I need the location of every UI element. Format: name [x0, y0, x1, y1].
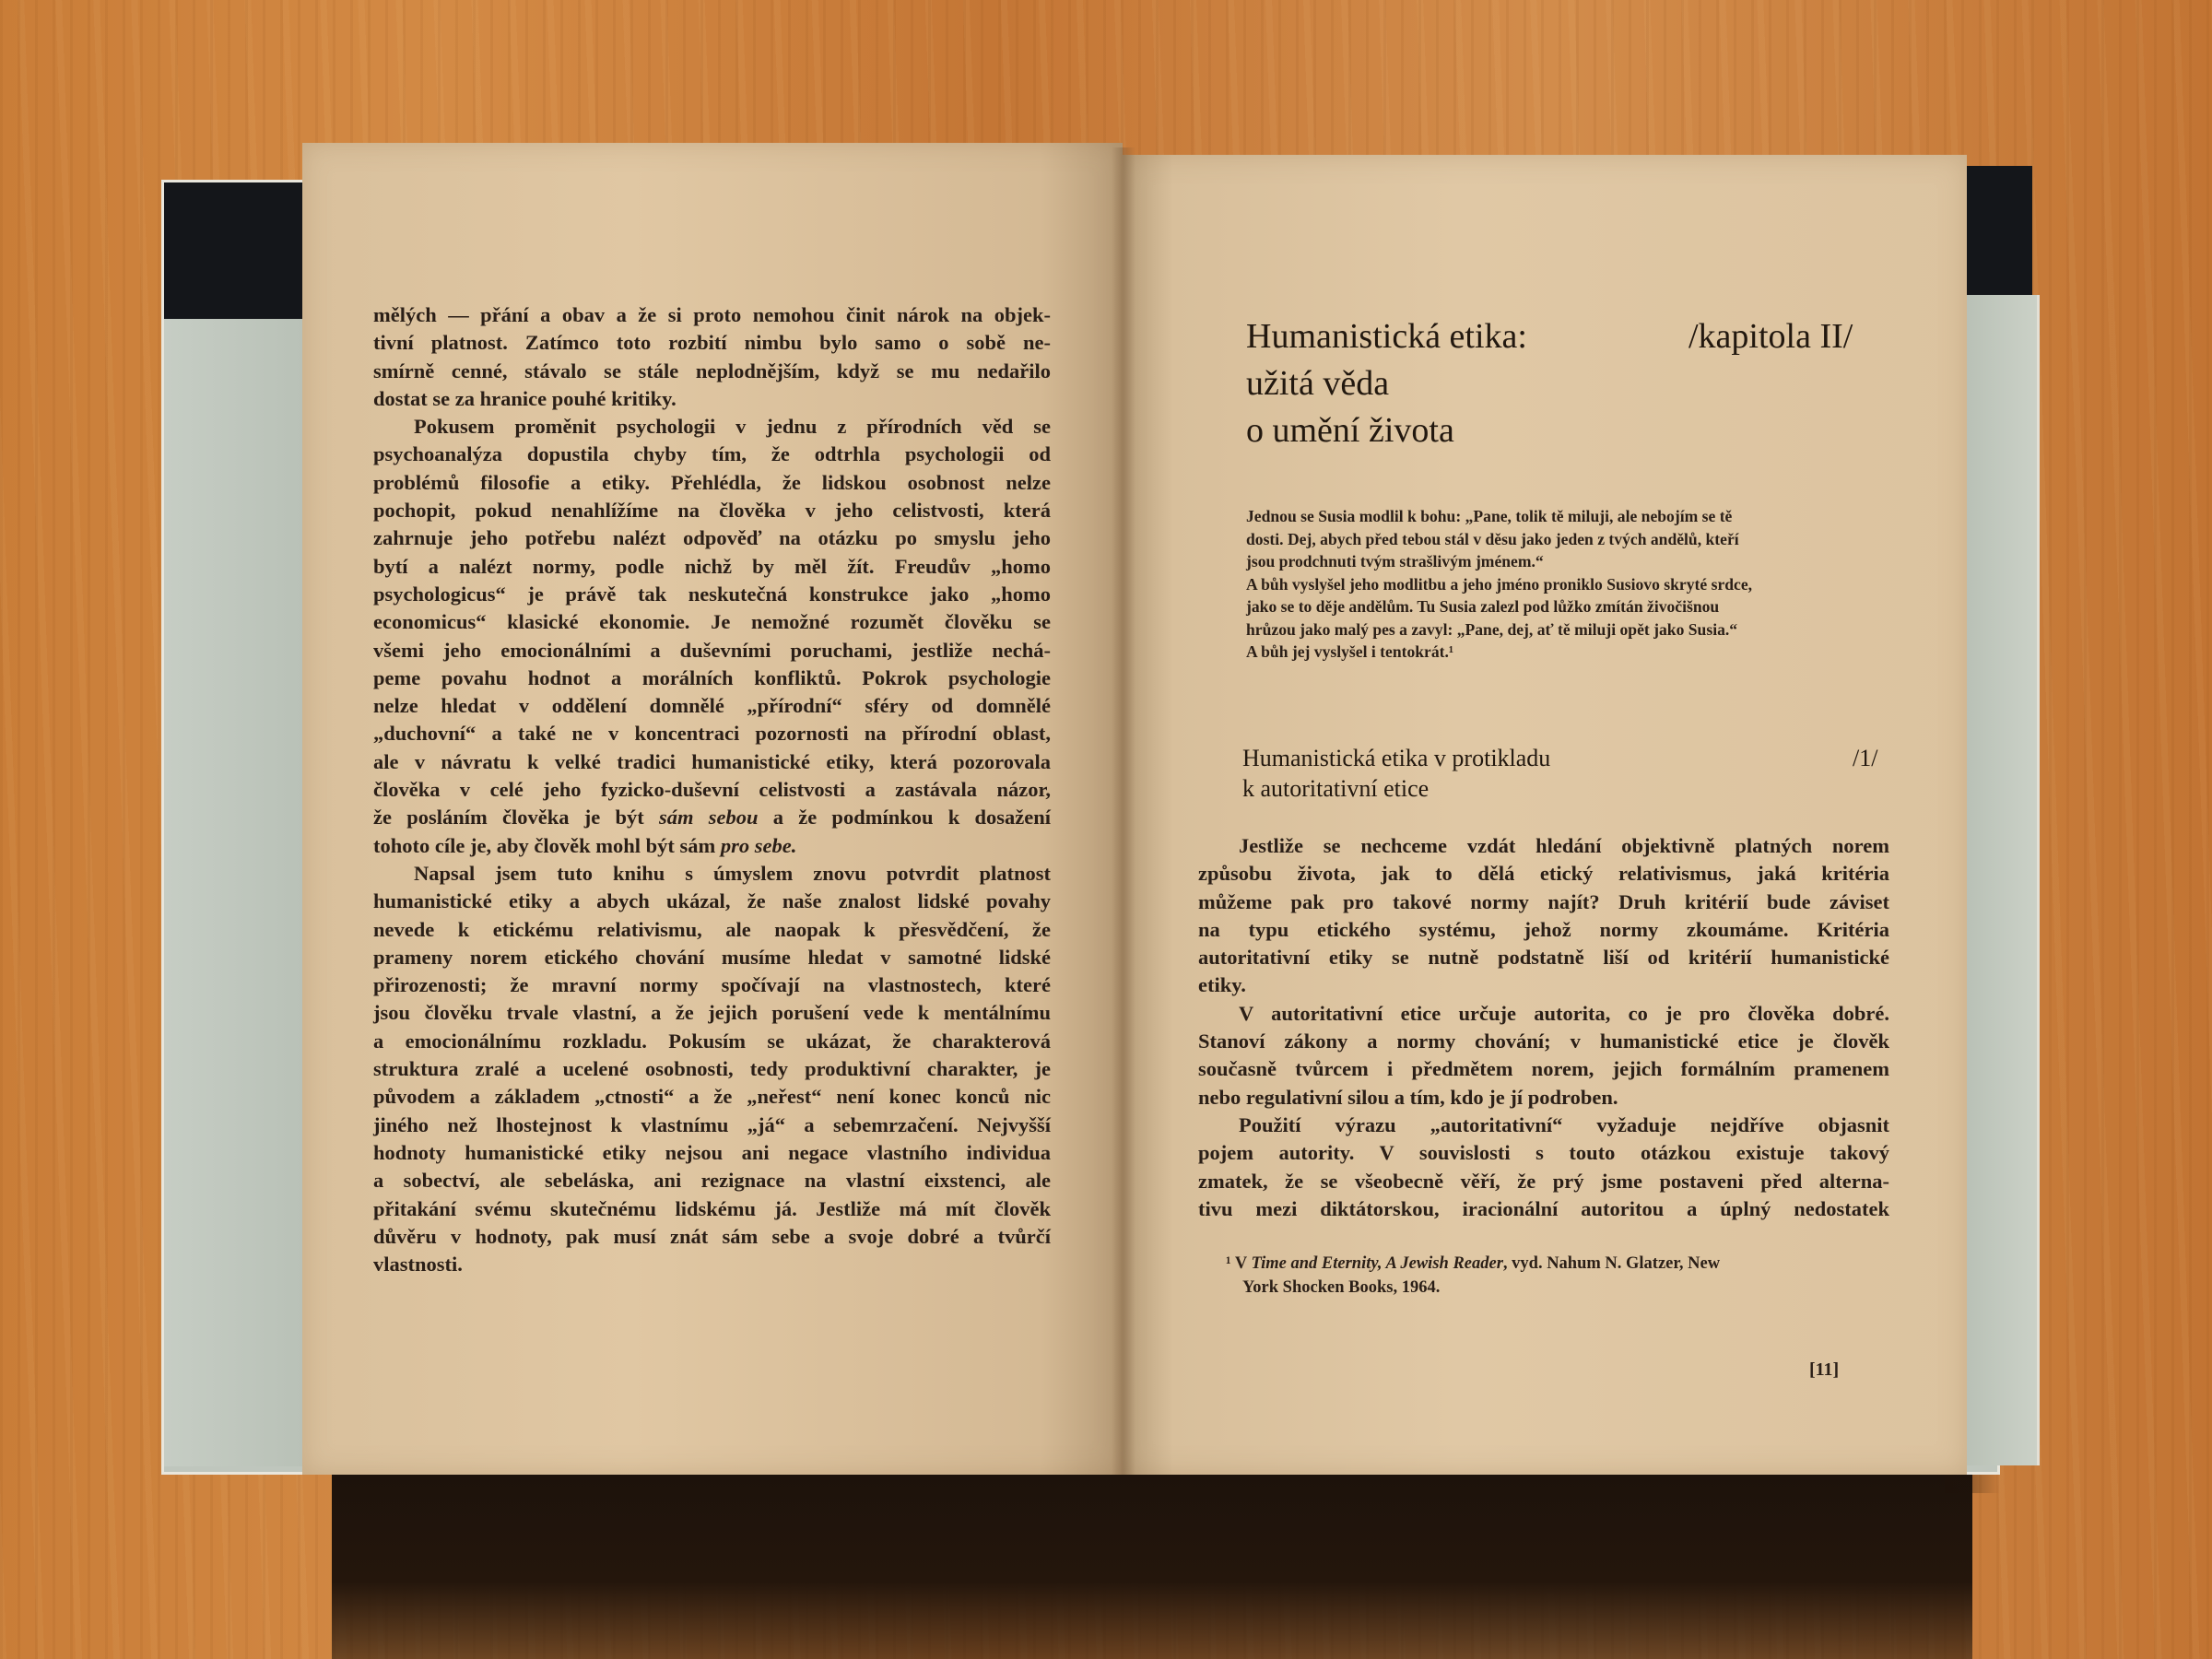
text-line: prameny norem etického chování musíme hledat v samotné lidské	[373, 945, 1051, 969]
epigraph-line: Jednou se Susia modlil k bohu: „Pane, tolik tě miluji, ale nebojím se tě	[1246, 507, 1733, 525]
text-span: , vyd. Nahum N. Glatzer, New	[1502, 1254, 1721, 1273]
epigraph-line: dosti. Dej, abych před tebou stál v děsu jako jeden z tvých andělů, kteří	[1246, 529, 1739, 548]
text-line: můžeme pak pro takové normy najít? Druh kritérií bude záviset	[1198, 889, 1889, 913]
text-line: pojem autority. V souvislosti s touto otázkou existuje takový	[1198, 1141, 1889, 1165]
text-line: Jestliže se nechceme vzdát hledání objektivně platných norem	[1239, 834, 1889, 857]
epigraph	[1246, 505, 1889, 664]
page-number: [11]	[1809, 1359, 1840, 1380]
text-line: nebo regulativní silou a tím, kdo je jí podroben.	[1198, 1085, 1618, 1109]
book-shadow	[332, 1465, 1972, 1659]
text-line: člověka v celé jeho fyzicko-duševní celistvosti a zastávala názor,	[373, 778, 1051, 802]
text-line: humanistické etiky a abych ukázal, že naše znalost lidské povahy	[373, 889, 1051, 913]
text-line: bytí a nalézt normy, podle nichž by měl žít. Freudův „homo	[373, 554, 1051, 578]
chapter-title-line: Humanistická etika:	[1246, 317, 1527, 356]
section-title-line: k autoritativní etice	[1242, 775, 1430, 802]
chapter-title-line: o umění života	[1246, 411, 1454, 450]
text-line: přirozenosti; že mravní normy spočívají na vlastnostech, které	[373, 973, 1051, 997]
text-line: V autoritativní etice určuje autorita, co je pro člověka dobré.	[1239, 1001, 1889, 1025]
italic-span: sám sebou	[658, 806, 759, 830]
text-line: všemi jeho emocionálními a duševními poruchami, jestliže nechá-	[373, 638, 1051, 662]
text-line: způsobu života, jak to dělá etický relativismus, jaká kritéria	[1198, 862, 1889, 886]
text-line: důvěru v hodnoty, pak musí znát sám sebe a svoje dobré a tvůrčí	[373, 1224, 1051, 1248]
text-line: a sobectví, ale sebeláska, ani rezignace na vlastní eixstenci, ale	[373, 1169, 1051, 1193]
epigraph-line: jako se to děje andělům. Tu Susia zalezl pod lůžko zmítán živočišnou	[1246, 597, 1720, 616]
text-line: etiky.	[1198, 973, 1246, 997]
text-line: jsou člověku trvale vlastní, a že jejich porušení vede k mentálnímu	[373, 1001, 1051, 1025]
text-line: Použití výrazu „autoritativní“ vyžaduje nejdříve objasnit	[1239, 1112, 1889, 1136]
text-line: smírně cenné, stávalo se stále neplodnějším, když se mu nedařilo	[373, 359, 1051, 382]
text-line: Stanoví zákony a normy chování; v humanistické etice je člověk	[1198, 1030, 1889, 1053]
text-line: autoritativní etiky se nutně podstatně liší od kritérií humanistické	[1198, 946, 1889, 970]
book-gutter	[1112, 147, 1135, 1475]
footnote	[1226, 1252, 1889, 1300]
text-line: na typu etického systému, jehož normy zkoumáme. Kritéria	[1198, 917, 1889, 941]
italic-span: pro sebe.	[720, 833, 797, 857]
text-line: peme povahu hodnot a morálních konfliktů. Pokrok psychologie	[373, 665, 1051, 689]
text-line: Napsal jsem tuto knihu s úmyslem znovu potvrdit platnost	[414, 861, 1051, 885]
text-line: pochopit, pokud nenahlížíme na člověka v jeho celistvosti, která	[373, 499, 1051, 523]
text-line: zmatek, že se všeobecně věří, že prý jsme postaveni před alterna-	[1198, 1169, 1889, 1193]
footnote-title: Time and Eternity, A Jewish Reader	[1251, 1254, 1503, 1273]
text-line: Pokusem proměnit psychologii v jednu z přírodních věd se	[414, 415, 1051, 439]
chapter-label: /kapitola II/	[1688, 317, 1853, 356]
footnote-line: York Shocken Books, 1964.	[1242, 1278, 1441, 1297]
text-line: hodnoty humanistické etiky nejsou ani negace vlastního individua	[373, 1140, 1051, 1164]
text-line: jiného než lhostejnost k vlastnímu „já“ a sebemrzačení. Nejvyšší	[373, 1112, 1051, 1136]
text-line: současně tvůrcem i předmětem norem, jejich formálním pramenem	[1198, 1057, 1889, 1081]
text-span: a že podmínkou k dosažení	[758, 806, 1051, 830]
text-line: dostat se za hranice pouhé kritiky.	[373, 386, 677, 410]
text-line: psychoanalýza dopustila chyby tím, že odtrhla psychologii od	[373, 442, 1051, 466]
footnote-line	[1226, 1252, 1889, 1276]
text-line: původem a základem „ctnosti“ a že „neřest“ není konec konců nic	[373, 1085, 1051, 1109]
epigraph-line: A bůh jej vyslyšel i tentokrát.¹	[1246, 642, 1454, 661]
text-line	[373, 832, 1051, 860]
chapter-title-line: užitá věda	[1246, 364, 1390, 403]
section-number: /1/	[1853, 745, 1878, 771]
epigraph-line: hrůzou jako malý pes a zavyl: „Pane, dej, ať tě miluji opět jako Susia.“	[1246, 619, 1738, 639]
text-line: psychologicus“ je právě tak neskutečná konstrukce jako „homo	[373, 582, 1051, 606]
right-page-body	[1198, 832, 1889, 1223]
text-line: a emocionálnímu rozkladu. Pokusím se ukázat, že charakterová	[373, 1029, 1051, 1053]
text-line	[373, 804, 1051, 831]
cover-edge-left	[164, 319, 302, 1466]
footnote-marker: ¹ V	[1226, 1254, 1252, 1273]
epigraph-line: jsou prodchnuti tvým strašlivým jménem.“	[1246, 552, 1544, 571]
left-page-body	[373, 301, 1051, 1278]
text-span: že posláním člověka je být	[373, 806, 659, 830]
section-title	[1242, 743, 1759, 804]
text-line: nelze hledat v oddělení domnělé „přírodní“ sféry od domnělé	[373, 694, 1051, 718]
text-span: tohoto cíle je, aby člověk mohl být sám	[373, 833, 721, 857]
text-line: nevede k etickému relativismu, ale naopak k přesvědčení, že	[373, 917, 1051, 941]
text-line: přitakání svému skutečnému lidskému já. Jestliže má mít člověk	[373, 1196, 1051, 1220]
epigraph-line: A bůh vyslyšel jeho modlitbu a jeho jméno proniklo Susiovo skryté srdce,	[1246, 574, 1753, 594]
text-line: struktura zralé a ucelené osobnosti, tedy produktivní charakter, je	[373, 1057, 1051, 1081]
section-title-line: Humanistická etika v protikladu	[1242, 745, 1551, 771]
text-line: mělých — přání a obav a že si proto nemohou činit nárok na objek-	[373, 303, 1051, 326]
text-line: tivu mezi diktátorskou, iracionální autoritou a úplný nedostatek	[1198, 1196, 1889, 1220]
text-line: problémů filosofie a etiky. Přehlédla, že lidskou osobnost nelze	[373, 470, 1051, 494]
text-line: tivní platnost. Zatímco toto rozbití nimbu bylo samo o sobě ne-	[373, 331, 1051, 355]
text-line: zahrnuje jeho potřebu nalézt odpověď na otázku po smyslu jeho	[373, 526, 1051, 550]
text-line: „duchovní“ a také ne v koncentraci pozornosti na přírodní oblast,	[373, 722, 1051, 746]
text-line: ale v návratu k velké tradici humanistické etiky, která pozorovala	[373, 749, 1051, 773]
text-line: economicus“ klasické ekonomie. Je nemožné rozumět člověku se	[373, 610, 1051, 634]
cover-dark-band-left	[164, 182, 312, 319]
text-line: vlastnosti.	[373, 1253, 463, 1277]
